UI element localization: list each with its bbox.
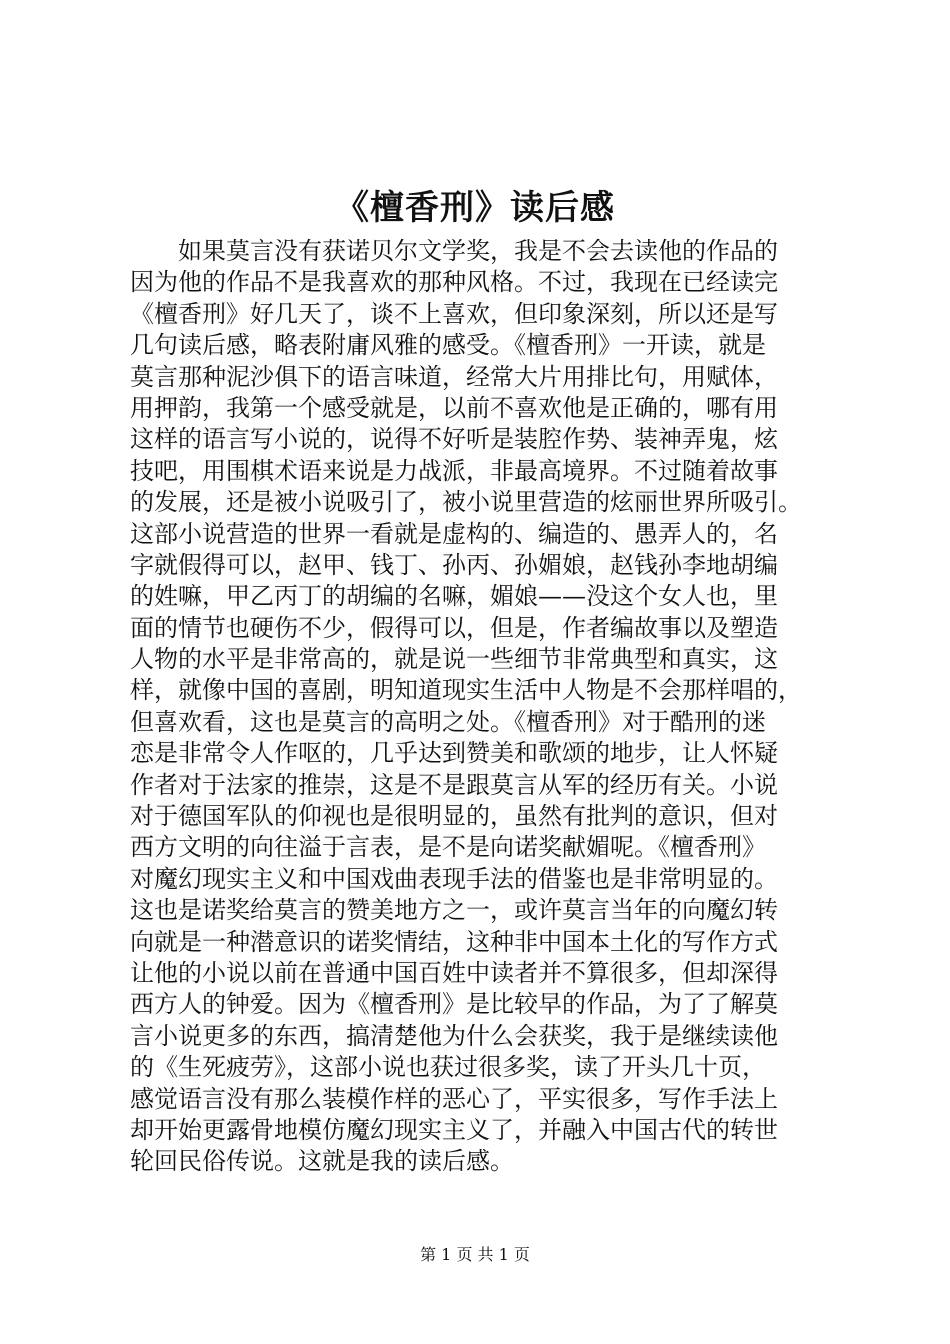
text-line: 几句读后感，略表附庸风雅的感受。《檀香刑》一开读，就是: [130, 331, 766, 360]
page-title: 《檀香刑》读后感: [335, 188, 615, 228]
page-number-footer: 第 1 页 共 1 页: [420, 1245, 530, 1264]
text-line: 这部小说营造的世界一看就是虚构的、编造的、愚弄人的，名: [130, 519, 778, 548]
text-line: 字就假得可以，赵甲、钱丁、孙丙、孙媚娘，赵钱孙李地胡编: [130, 550, 778, 579]
text-line: 言小说更多的东西，搞清楚他为什么会获奖，我于是继续读他: [130, 1021, 778, 1050]
text-line: 作者对于法家的推崇，这是不是跟莫言从军的经历有关。小说: [130, 770, 778, 799]
text-line: 但喜欢看，这也是莫言的高明之处。《檀香刑》对于酷刑的迷: [130, 707, 766, 736]
text-line: 因为他的作品不是我喜欢的那种风格。不过，我现在已经读完: [130, 268, 778, 297]
text-line: 轮回民俗传说。这就是我的读后感。: [130, 1147, 514, 1176]
text-line: 恋是非常令人作呕的，几乎达到赞美和歌颂的地步，让人怀疑: [130, 739, 778, 768]
text-line: 面的情节也硬伤不少，假得可以，但是，作者编故事以及塑造: [130, 613, 778, 642]
text-line: 的发展，还是被小说吸引了，被小说里营造的炫丽世界所吸引。: [130, 488, 802, 517]
text-line: 却开始更露骨地模仿魔幻现实主义了，并融入中国古代的转世: [130, 1115, 778, 1144]
body-paragraph: [130, 236, 830, 1178]
text-line: 感觉语言没有那么装模作样的恶心了，平实很多，写作手法上: [130, 1084, 778, 1113]
text-line: 这样的语言写小说的，说得不好听是装腔作势、装神弄鬼，炫: [130, 425, 778, 454]
text-line: 用押韵，我第一个感受就是，以前不喜欢他是正确的，哪有用: [130, 393, 778, 422]
text-line: 这也是诺奖给莫言的赞美地方之一，或许莫言当年的向魔幻转: [130, 896, 778, 925]
text-line: 人物的水平是非常高的，就是说一些细节非常典型和真实，这: [130, 645, 778, 674]
text-line: 《檀香刑》好几天了，谈不上喜欢，但印象深刻，所以还是写: [130, 299, 778, 328]
text-line: 如果莫言没有获诺贝尔文学奖，我是不会去读他的作品的: [178, 237, 778, 265]
text-line: 样，就像中国的喜剧，明知道现实生活中人物是不会那样唱的，: [130, 676, 802, 705]
text-line: 让他的小说以前在普通中国百姓中读者并不算很多，但却深得: [130, 958, 778, 987]
text-line: 的姓嘛，甲乙丙丁的胡编的名嘛，媚娘——没这个女人也，里: [130, 582, 778, 611]
text-line: 的《生死疲劳》，这部小说也获过很多奖，读了开头几十页，: [130, 1053, 766, 1082]
text-line: 对魔幻现实主义和中国戏曲表现手法的借鉴也是非常明显的。: [130, 864, 778, 893]
text-line: 技吧，用围棋术语来说是力战派，非最高境界。不过随着故事: [130, 456, 778, 485]
text-line: 对于德国军队的仰视也是很明显的，虽然有批判的意识，但对: [130, 802, 778, 831]
text-line: 西方人的钟爱。因为《檀香刑》是比较早的作品，为了了解莫: [130, 990, 778, 1019]
text-line: 西方文明的向往溢于言表，是不是向诺奖献媚呢。《檀香刑》: [130, 833, 766, 862]
text-line: 莫言那种泥沙俱下的语言味道，经常大片用排比句，用赋体，: [130, 362, 778, 391]
text-line: 向就是一种潜意识的诺奖情结，这种非中国本土化的写作方式: [130, 927, 778, 956]
